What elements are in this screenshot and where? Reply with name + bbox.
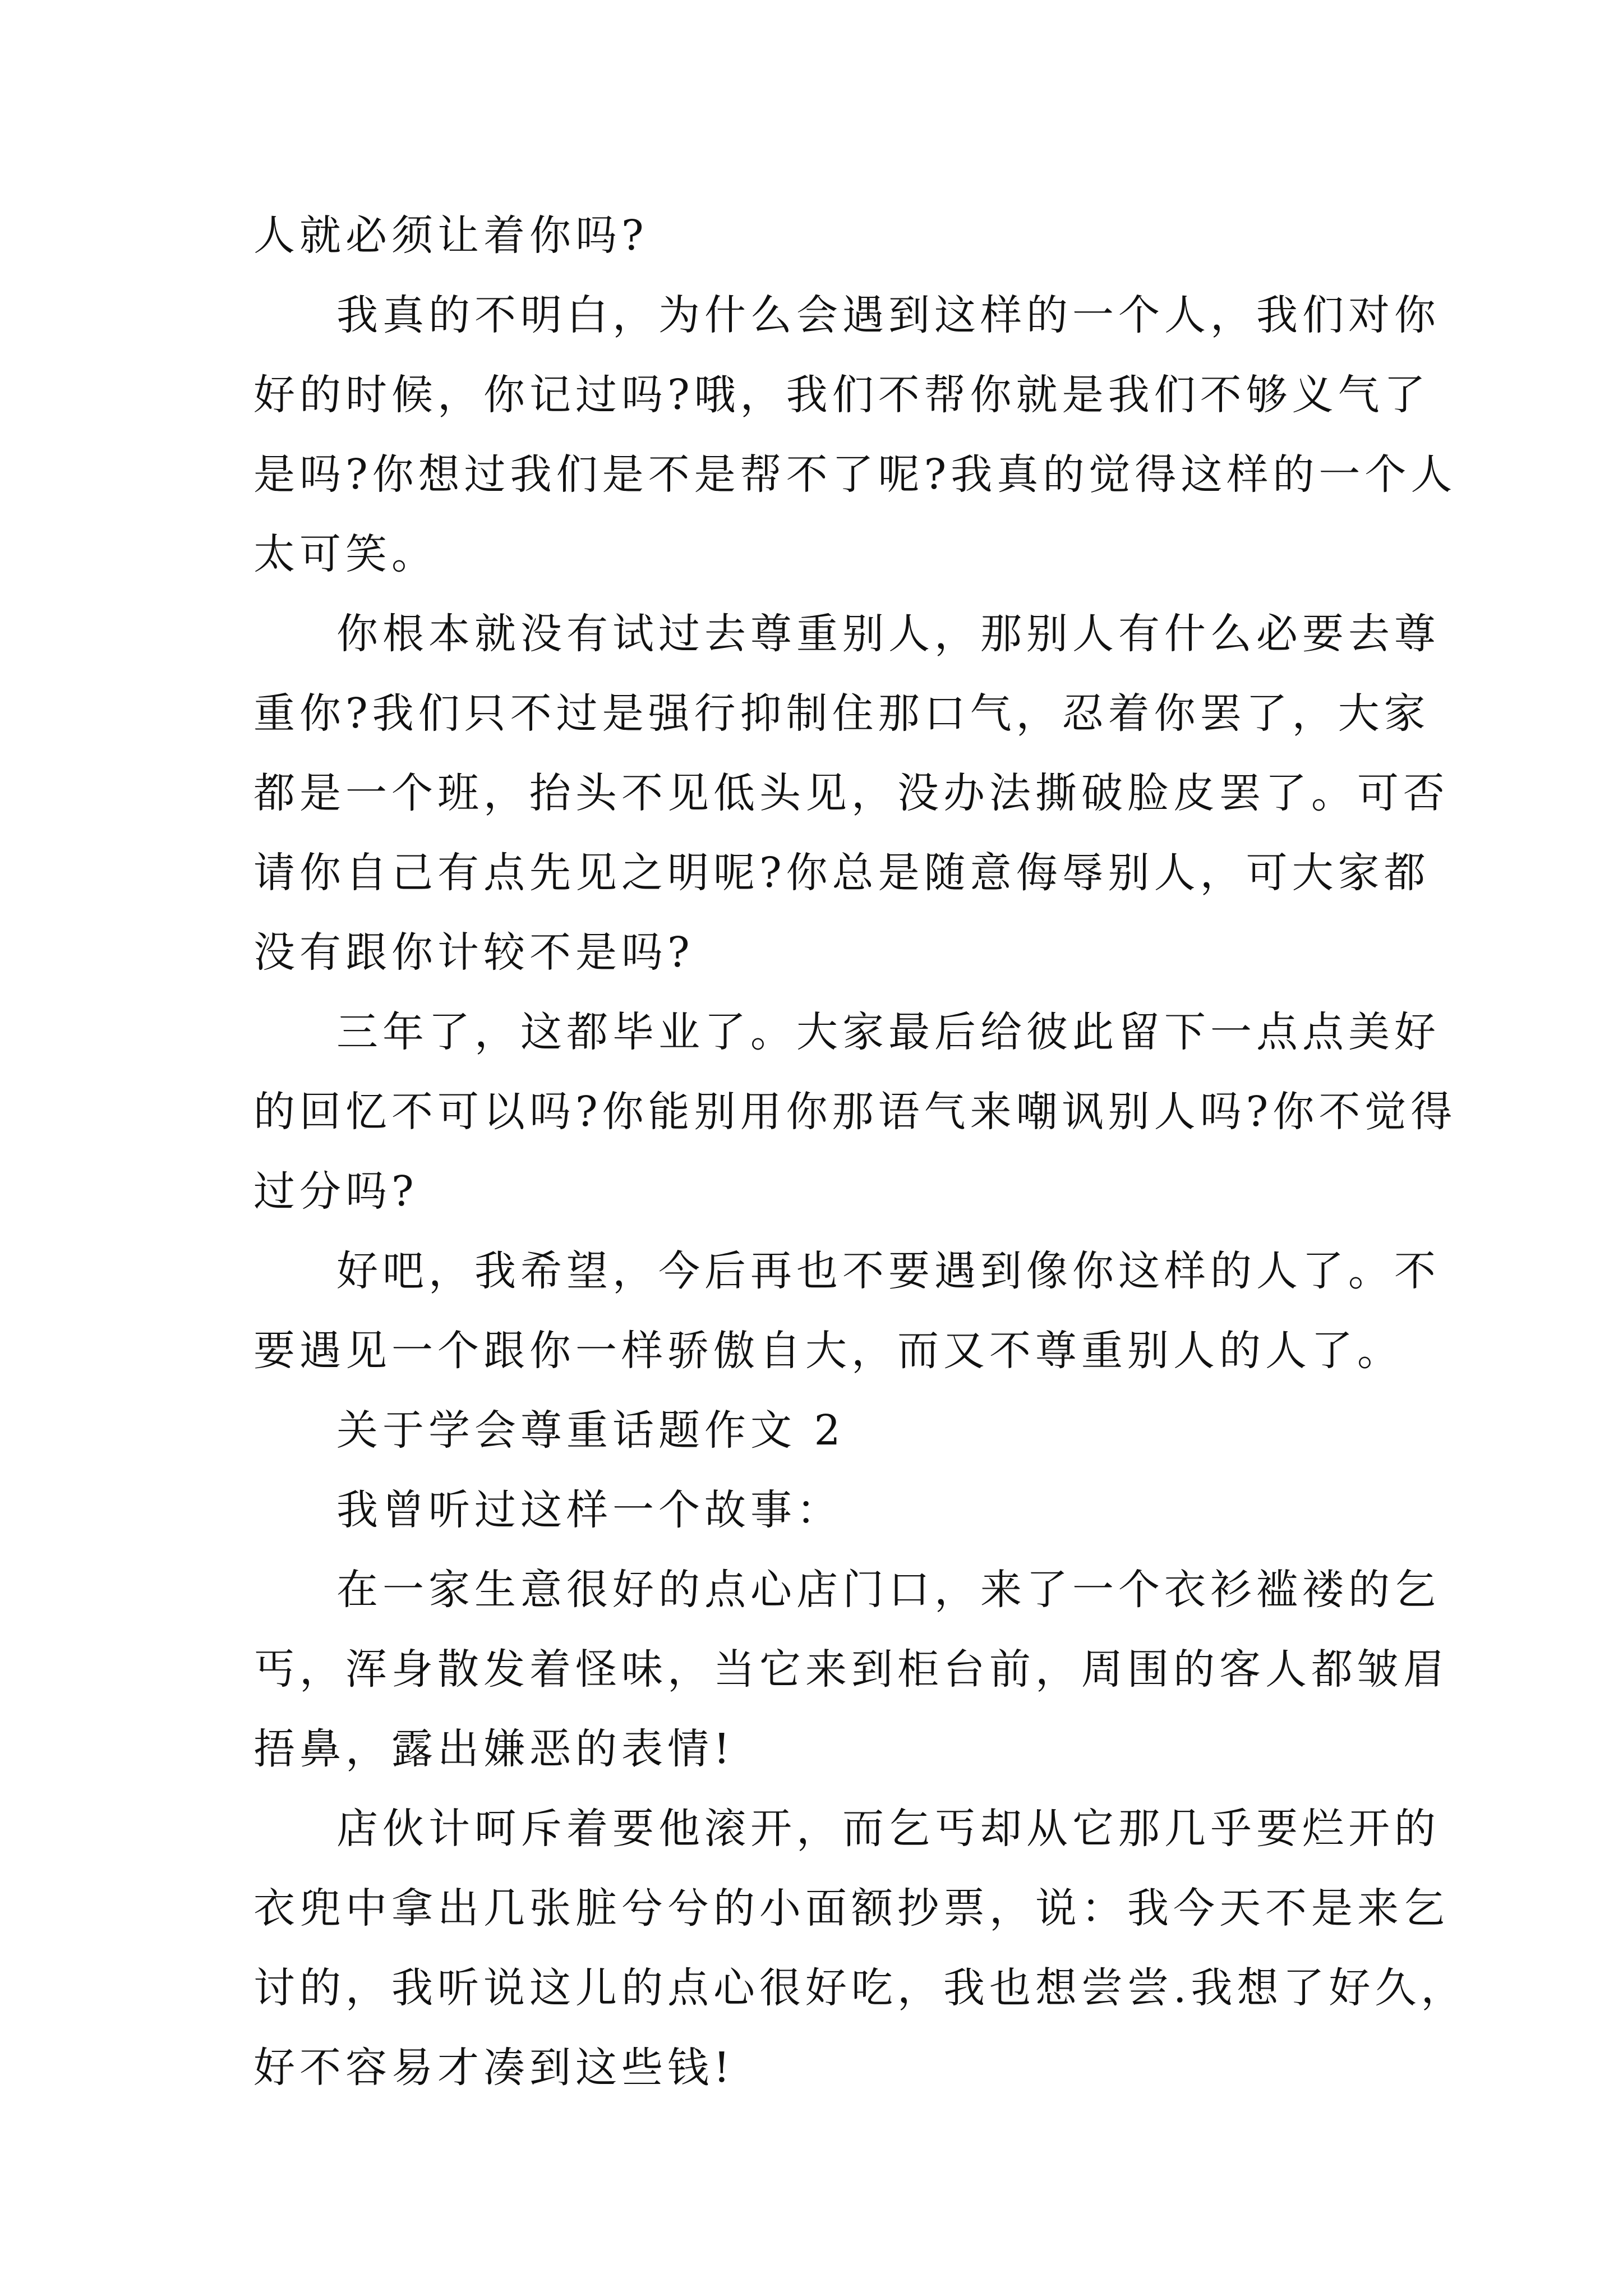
text-line: 好不容易才凑到这些钱! <box>253 2044 735 2092</box>
text-line: 是吗?你想过我们是不是帮不了呢?我真的觉得这样的一个人 <box>253 450 1457 499</box>
text-line: 都是一个班，抬头不见低头见，没办法撕破脸皮罢了。可否 <box>253 769 1449 817</box>
text-line: 店伙计呵斥着要他滚开，而乞丐却从它那几乎要烂开的 <box>336 1805 1440 1853</box>
section-heading: 关于学会尊重话题作文 2 <box>336 1406 845 1455</box>
text-line: 好的时候，你记过吗?哦，我们不帮你就是我们不够义气了 <box>253 371 1430 419</box>
text-line: 我真的不明白，为什么会遇到这样的一个人，我们对你 <box>336 291 1440 339</box>
text-line: 人就必须让着你吗? <box>253 211 648 260</box>
text-line: 好吧，我希望，今后再也不要遇到像你这样的人了。不 <box>336 1247 1440 1295</box>
text-line: 重你?我们只不过是强行抑制住那口气，忍着你罢了，大家 <box>253 689 1430 738</box>
text-line: 要遇见一个跟你一样骄傲自大，而又不尊重别人的人了。 <box>253 1327 1403 1375</box>
text-line: 丐，浑身散发着怪味，当它来到柜台前，周围的客人都皱眉 <box>253 1645 1449 1694</box>
text-line: 的回忆不可以吗?你能别用你那语气来嘲讽别人吗?你不觉得 <box>253 1088 1457 1136</box>
text-line: 你根本就没有试过去尊重别人，那别人有什么必要去尊 <box>336 610 1440 658</box>
text-line: 捂鼻，露出嫌恶的表情! <box>253 1725 735 1773</box>
text-line: 讨的，我听说这儿的点心很好吃，我也想尝尝.我想了好久， <box>253 1964 1467 2012</box>
text-line: 衣兜中拿出几张脏兮兮的小面额抄票，说：我今天不是来乞 <box>253 1884 1449 1932</box>
text-line: 我曾听过这样一个故事： <box>336 1486 842 1534</box>
text-line: 三年了，这都毕业了。大家最后给彼此留下一点点美好 <box>336 1008 1440 1056</box>
text-line: 请你自己有点先见之明呢?你总是随意侮辱别人，可大家都 <box>253 849 1430 897</box>
text-line: 在一家生意很好的点心店门口，来了一个衣衫褴褛的乞 <box>336 1566 1440 1614</box>
text-line: 过分吗? <box>253 1167 418 1216</box>
text-line: 太可笑。 <box>253 530 437 578</box>
text-line: 没有跟你计较不是吗? <box>253 928 694 977</box>
